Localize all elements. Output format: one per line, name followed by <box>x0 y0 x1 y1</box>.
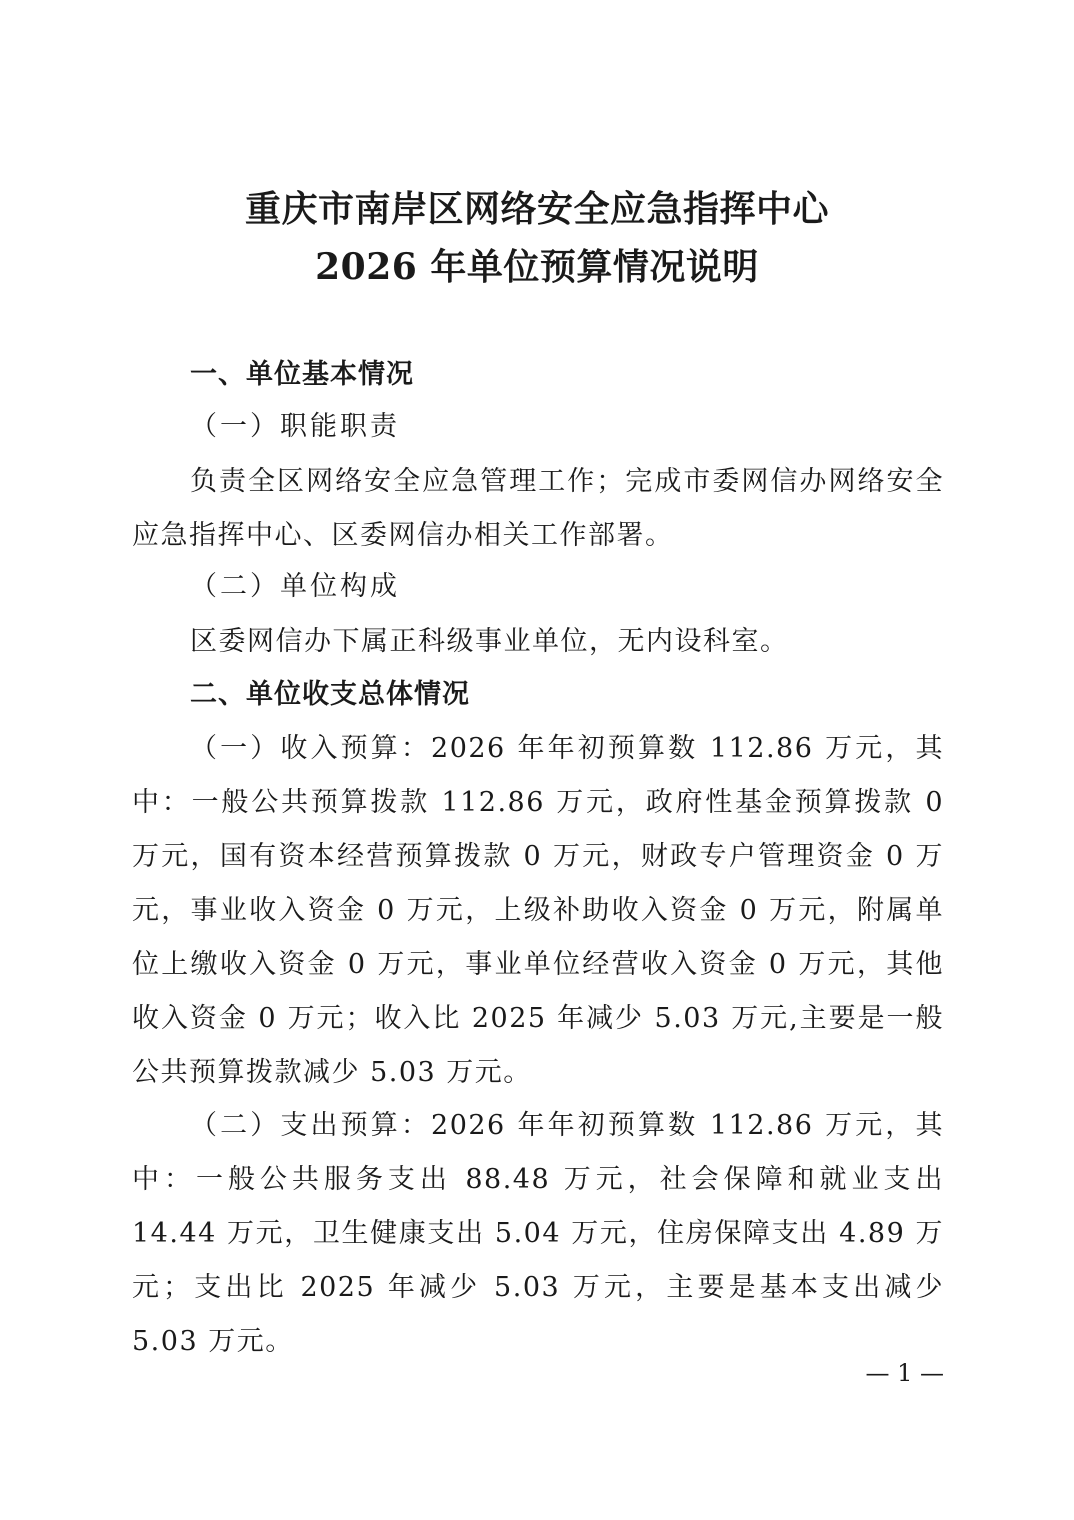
document-title-line1: 重庆市南岸区网络安全应急指挥中心 <box>244 188 829 230</box>
paragraph-income-budget: （一）收入预算：2026 年年初预算数 112.86 万元，其中：一般公共预算拨款 112.86 万元，政府性基金预算拨款 0 万元，国有资本经营预算拨款 0 万元，财政专户管理资金 0 万元，事业收入资金 0 万元，上级补助收入资金 0 万元，附属单位上缴收入资金 0 万元，事业单位经营收入资金 0 万元，其他收入资金 0 万元；收入比 2025 年减少 5.03 万元,主要是一般公共预算拨款减少 5.03 万元。 <box>132 733 944 1088</box>
paragraph-duties: 负责全区网络安全应急管理工作；完成市委网信办网络安全应急指挥中心、区委网信办相关工作部署。 <box>132 466 944 551</box>
page-number: — 1 — <box>865 1359 944 1387</box>
document-title-line2: 2026 年单位预算情况说明 <box>315 246 759 288</box>
paragraph-expenditure-budget: （二）支出预算：2026 年年初预算数 112.86 万元，其中：一般公共服务支出 88.48 万元，社会保障和就业支出 14.44 万元，卫生健康支出 5.04 万元，住房保障支出 4.89 万元；支出比 2025 年减少 5.03 万元，主要是基本支出减少 5.03 万元。 <box>132 1110 944 1357</box>
subheading-duties: （一）职能职责 <box>190 411 400 442</box>
section-heading-budget-overview: 二、单位收支总体情况 <box>190 679 470 710</box>
subheading-composition: （二）单位构成 <box>190 571 400 602</box>
section-heading-basic-info: 一、单位基本情况 <box>190 359 414 390</box>
paragraph-composition: 区委网信办下属正科级事业单位，无内设科室。 <box>190 626 789 657</box>
